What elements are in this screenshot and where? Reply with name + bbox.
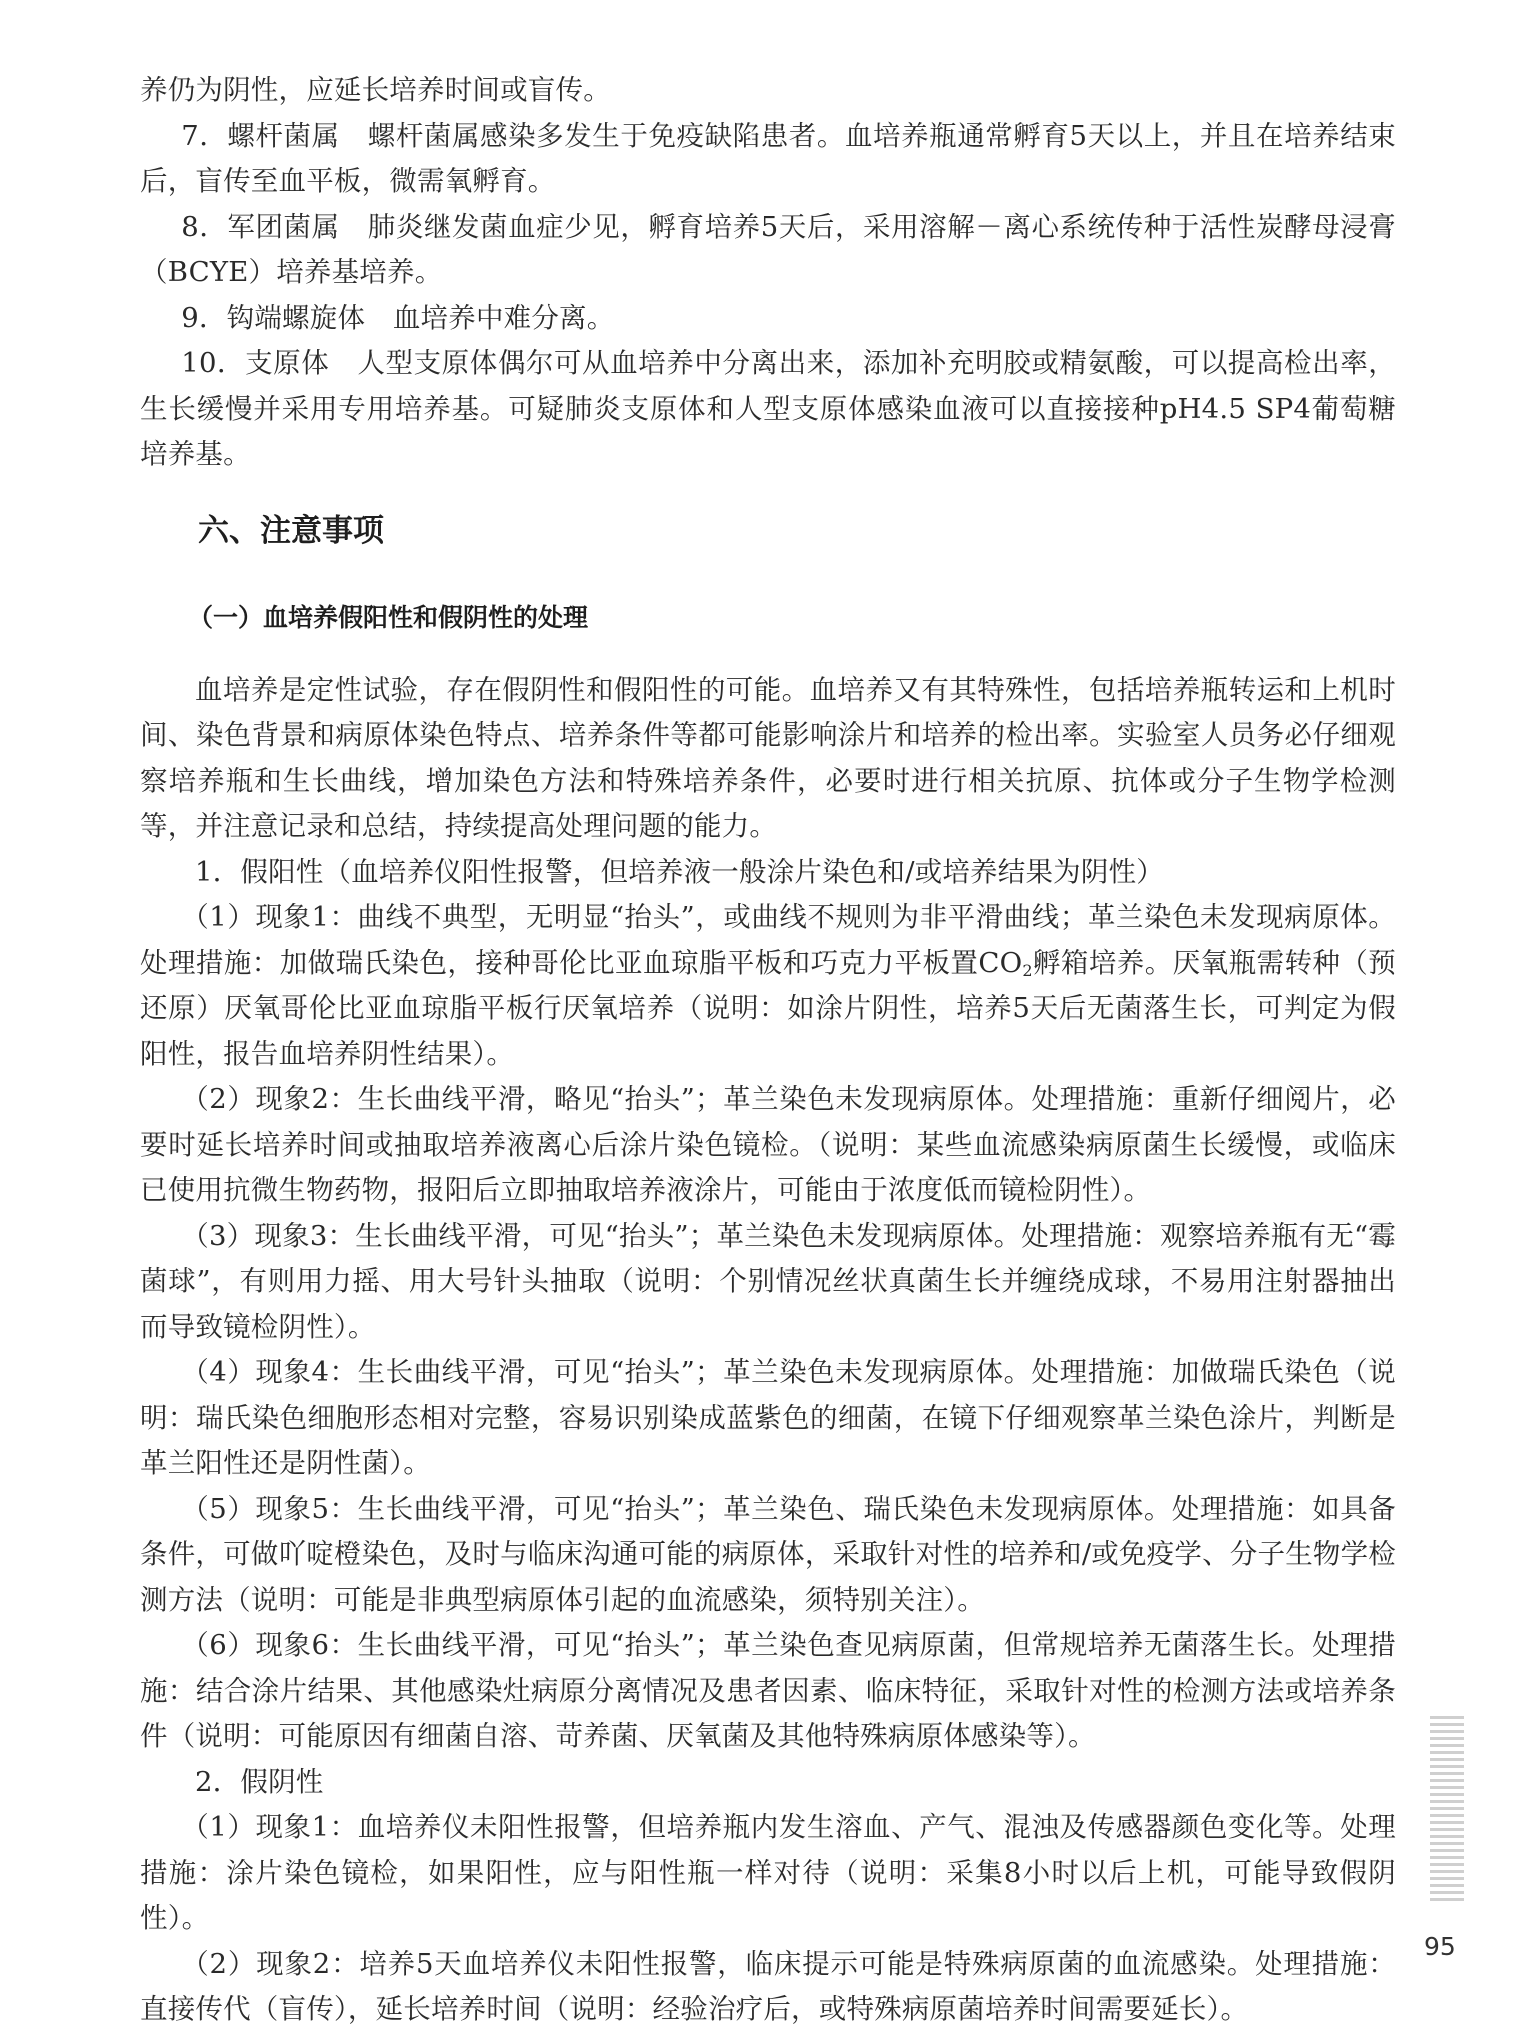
- paragraph-leptospira: 9．钩端螺旋体 血培养中难分离。: [181, 301, 615, 334]
- paragraph-fp-6: （6）现象6：生长曲线平滑，可见“抬头”；革兰染色查见病原菌，但常规培养无菌落生长。处理措施：结合涂片结果、其他感染灶病原分离情况及患者因素、临床特征，采取针对性的检测方法或培养条件（说明：可能原因有细菌自溶、苛养菌、厌氧菌及其他特殊病原体感染等）。: [140, 1629, 1396, 1752]
- paragraph-continuation: 养仍为阴性，应延长培养时间或盲传。: [140, 74, 611, 106]
- paragraph-intro: 血培养是定性试验，存在假阴性和假阳性的可能。血培养又有其特殊性，包括培养瓶转运和上机时间、染色背景和病原体染色特点、培养条件等都可能影响涂片和培养的检出率。实验室人员务必仔细观察培养瓶和生长曲线，增加染色方法和特殊培养条件，必要时进行相关抗原、抗体或分子生物学检测等，并注意记录和总结，持续提高处理问题的能力。: [140, 673, 1396, 842]
- paragraph-fp-2: （2）现象2：生长曲线平滑，略见“抬头”；革兰染色未发现病原体。处理措施：重新仔细阅片，必要时延长培养时间或抽取培养液离心后涂片染色镜检。（说明：某些血流感染病原菌生长缓慢，或临床已使用抗微生物药物，报阳后立即抽取培养液涂片，可能由于浓度低而镜检阴性）。: [140, 1083, 1396, 1206]
- subsection-title: （一）血培养假阳性和假阴性的处理: [188, 602, 589, 632]
- paragraph-fn-2: （2）现象2：培养5天血培养仪未阳性报警，临床提示可能是特殊病原菌的血流感染。处理措施：直接传代（盲传），延长培养时间（说明：经验治疗后，或特殊病原菌培养时间需要延长）。: [140, 1947, 1396, 2025]
- paragraph-legionella: 8．军团菌属 肺炎继发菌血症少见，孵育培养5天后，采用溶解－离心系统传种于活性炭酵母浸膏（BCYE）培养基培养。: [140, 210, 1396, 288]
- paragraph-fp-5: （5）现象5：生长曲线平滑，可见“抬头”；革兰染色、瑞氏染色未发现病原体。处理措施：如具备条件，可做吖啶橙染色，及时与临床沟通可能的病原体，采取针对性的培养和/或免疫学、分子生物学检测方法（说明：可能是非典型病原体引起的血流感染，须特别关注）。: [140, 1492, 1396, 1616]
- paragraph-helicobacter: 7．螺杆菌属 螺杆菌属感染多发生于免疫缺陷患者。血培养瓶通常孵育5天以上，并且在培养结束后，盲传至血平板，微需氧孵育。: [140, 119, 1396, 197]
- page-number: 95: [1424, 1932, 1456, 1961]
- section-title: 六、注意事项: [198, 512, 384, 549]
- heading-false-negative: 2．假阴性: [195, 1765, 324, 1798]
- paragraph-fn-1: （1）现象1：血培养仪未阳性报警，但培养瓶内发生溶血、产气、混浊及传感器颜色变化等。处理措施：涂片染色镜检，如果阳性，应与阳性瓶一样对待（说明：采集8小时以后上机，可能导致假阴性）。: [140, 1811, 1396, 1934]
- paragraph-fp-4: （4）现象4：生长曲线平滑，可见“抬头”；革兰染色未发现病原体。处理措施：加做瑞氏染色（说明：瑞氏染色细胞形态相对完整，容易识别染成蓝紫色的细菌，在镜下仔细观察革兰染色涂片，判断是革兰阳性还是阴性菌）。: [140, 1356, 1396, 1479]
- paragraph-fp-3: （3）现象3：生长曲线平滑，可见“抬头”；革兰染色未发现病原体。处理措施：观察培养瓶有无“霉菌球”，有则用力摇、用大号针头抽取（说明：个别情况丝状真菌生长并缠绕成球，不易用注射器抽出而导致镜检阴性）。: [140, 1219, 1396, 1343]
- paragraph-mycoplasma: 10．支原体 人型支原体偶尔可从血培养中分离出来，添加补充明胶或精氨酸，可以提高检出率，生长缓慢并采用专用培养基。可疑肺炎支原体和人型支原体感染血液可以直接接种pH4.5 SP4葡萄糖培养基。: [140, 347, 1396, 470]
- fp1-text-b: 孵箱培养。厌氧瓶需转种（预还原）厌氧哥伦比亚血琼脂平板行厌氧培养（说明：如涂片阴性，培养5天后无菌落生长，可判定为假阳性，报告血培养阴性结果）。: [140, 946, 1396, 1070]
- fp1-text-a: （1）现象1：曲线不典型，无明显“抬头”，或曲线不规则为非平滑曲线；革兰染色未发现病原体。处理措施：加做瑞氏染色，接种哥伦比亚血琼脂平板和巧克力平板置CO: [140, 901, 1396, 979]
- heading-false-positive: 1．假阳性（血培养仪阳性报警，但培养液一般涂片染色和/或培养结果为阴性）: [195, 855, 1164, 888]
- paragraph-fp-1: [140, 895, 1396, 1077]
- page-body: [140, 68, 1396, 2033]
- page-edge-marks: [1430, 1716, 1464, 1905]
- co2-subscript: 2: [1022, 960, 1033, 980]
